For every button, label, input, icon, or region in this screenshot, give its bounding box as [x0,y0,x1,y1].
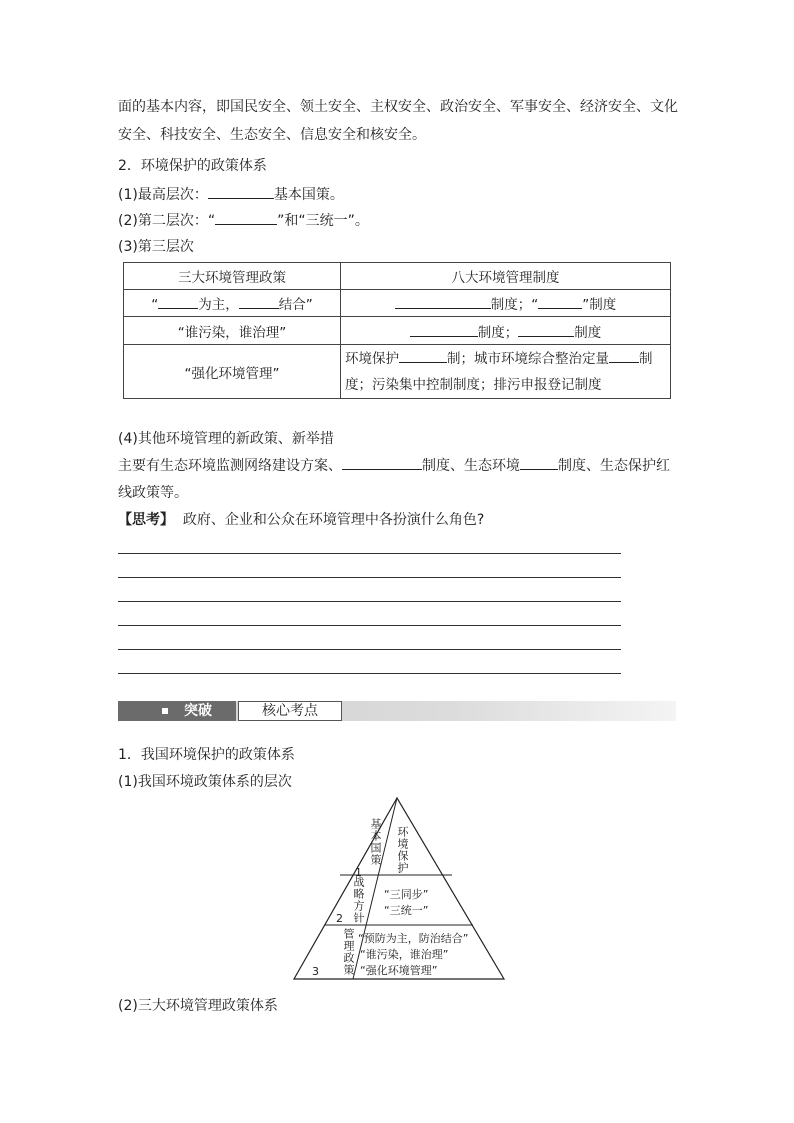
level2-prefix: (2)第二层次：“ [118,213,216,229]
answer-line[interactable] [118,673,621,674]
fill-blank[interactable] [609,348,639,363]
cell-text: 制度；“ [490,297,539,313]
cell-text: “ [151,297,159,313]
answer-line[interactable] [118,553,621,554]
pyramid-level-3-name: 管理政策 [342,928,355,976]
intro-line-2: 安全、科技安全、生态安全、信息安全和核安全。 [118,127,426,143]
fill-blank[interactable] [208,184,274,199]
section4-line-1 [118,455,670,475]
table-row [124,290,671,317]
table-cell [341,345,671,399]
section4-line-2: 线政策等。 [118,485,188,501]
table-row [124,345,671,399]
policy-table [123,262,671,399]
cell-text: 结合” [278,297,313,313]
pyramid-level-2-name: 战略方针 [352,876,365,924]
pyramid-level-3-number: 3 [312,965,319,978]
core-heading: 1．我国环境保护的政策体系 [118,747,295,763]
pyramid-level-3-item: “预防为主，防治结合” [358,932,469,945]
pyramid-level-2-item: “三同步” [384,888,429,901]
pyramid-level-3-item: “强化环境管理” [360,964,438,977]
core-sub1: (1)我国环境政策体系的层次 [118,774,292,790]
text: 主要有生态环境监测网络建设方案、 [118,458,342,474]
section-banner [118,684,676,724]
level1-prefix: (1)最高层次： [118,187,208,203]
square-icon [162,708,168,714]
fill-blank[interactable] [395,294,491,309]
cell-text: 度；污染集中控制制度；排污申报登记制度 [345,376,602,393]
level2-mid: ”和“三统一”。 [277,213,369,229]
level2-line [118,210,369,230]
cell-text: ”制度 [582,297,617,313]
table-row [124,317,671,345]
core-sub2: (2)三大环境管理政策体系 [118,998,278,1014]
table-cell [341,290,671,317]
fill-blank[interactable] [158,294,198,309]
table-cell [124,290,341,317]
pyramid-level-1-number: 1 [355,866,362,879]
cell-text: 制度； [477,324,519,341]
pyramid-level-2-item: “三统一” [384,904,429,917]
pyramid-level-3-item: “谁污染，谁治理” [360,948,449,961]
fill-blank[interactable] [538,294,582,309]
fill-blank[interactable] [410,322,478,337]
section4-heading: (4)其他环境管理的新政策、新举措 [118,431,334,447]
table-cell: “谁污染，谁治理” [124,317,341,345]
think-prompt [118,509,484,529]
text: 制度、生态环境 [422,458,520,474]
fill-blank[interactable] [342,455,422,470]
cell-text: 为主， [198,297,239,313]
intro-line-1: 面的基本内容，即国民安全、领土安全、主权安全、政治安全、军事安全、经济安全、文化 [118,99,678,115]
cell-text: 制 [639,350,653,367]
answer-line[interactable] [118,625,621,626]
cell-text: 环境保护 [345,350,399,367]
fill-blank[interactable] [215,210,277,225]
pyramid-level-1-content: 环境保护 [396,826,409,874]
table-cell: “强化环境管理” [124,345,341,399]
banner-dark-label: 突破 [184,703,212,719]
pyramid-level-1-name: 基本国策 [369,818,382,866]
answer-line[interactable] [118,601,621,602]
pyramid-level-2-number: 2 [336,912,343,925]
cell-text: 制；城市环境综合整治定量 [447,350,609,367]
cell-text: 制度 [574,324,602,341]
table-header-systems: 八大环境管理制度 [341,263,671,290]
think-question: 政府、企业和公众在环境管理中各扮演什么角色? [182,512,485,528]
think-tag: 【思考】 [118,512,174,528]
section2-heading: 2．环境保护的政策体系 [118,158,267,174]
banner-light-label: 核心考点 [238,701,342,721]
level3-line: (3)第三层次 [118,239,194,255]
level1-suffix: 基本国策。 [273,187,344,203]
text: 制度、生态保护红 [558,458,670,474]
answer-line[interactable] [118,649,621,650]
banner-dark-tab [118,701,236,721]
fill-blank[interactable] [520,455,558,470]
answer-line[interactable] [118,577,621,578]
fill-blank[interactable] [518,322,574,337]
table-header-policies: 三大环境管理政策 [124,263,341,290]
level1-line [118,184,344,204]
table-cell [341,317,671,345]
fill-blank[interactable] [239,294,279,309]
fill-blank[interactable] [399,348,447,363]
